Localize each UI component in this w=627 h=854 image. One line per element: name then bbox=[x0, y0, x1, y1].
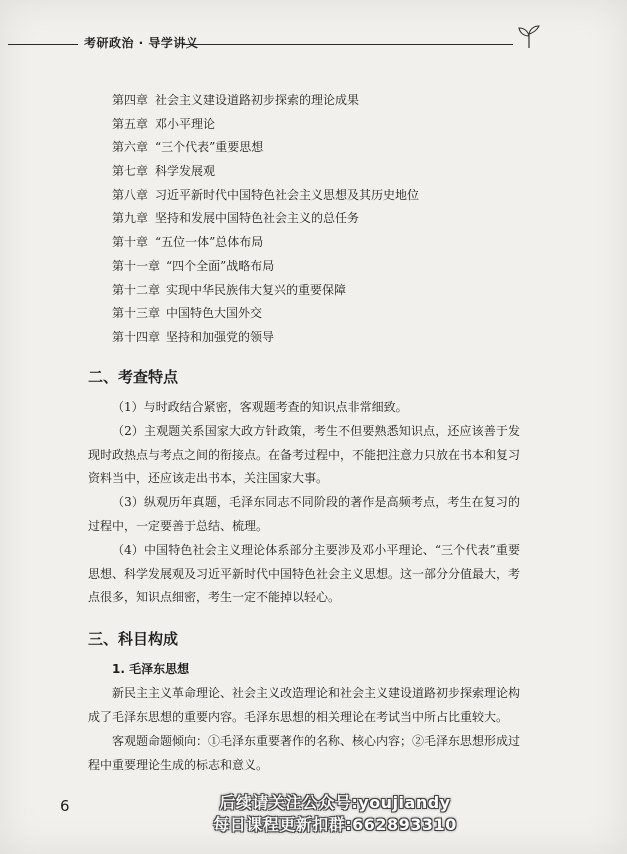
chapter-item bbox=[112, 208, 532, 232]
chapter-item bbox=[112, 137, 532, 161]
chapter-item bbox=[112, 185, 532, 209]
paragraph: 新民主主义革命理论、社会主义改造理论和社会主义建设道路初步探索理论构成了毛泽东思想的重要内容。毛泽东思想的相关理论在考试当中所占比重较大。 bbox=[88, 686, 521, 724]
chapter-number: 第八章 bbox=[112, 187, 149, 202]
chapter-number: 第十四章 bbox=[112, 329, 161, 344]
chapter-title: 社会主义建设道路初步探索的理论成果 bbox=[155, 93, 360, 107]
chapter-number: 第五章 bbox=[112, 116, 149, 131]
watermark-line: 每日课程更新扣群:662893310 bbox=[213, 815, 457, 834]
chapter-item bbox=[112, 303, 532, 327]
chapter-list bbox=[112, 90, 532, 351]
chapter-item bbox=[112, 114, 532, 138]
watermark-line: 后续请关注公众号:youjiandy bbox=[219, 793, 451, 812]
chapter-title: 坚持和加强党的领导 bbox=[166, 329, 275, 344]
chapter-item bbox=[112, 327, 532, 351]
chapter-number: 第十章 bbox=[112, 235, 149, 250]
chapter-item bbox=[112, 280, 532, 304]
running-header bbox=[0, 30, 627, 60]
chapter-title: 习近平新时代中国特色社会主义思想及其历史地位 bbox=[155, 187, 420, 202]
chapter-number: 第六章 bbox=[112, 140, 149, 155]
chapter-title: “五位一体”总体布局 bbox=[155, 235, 264, 250]
page-number: 6 bbox=[60, 797, 70, 815]
chapter-title: 科学发展观 bbox=[155, 164, 216, 179]
chapter-title: 中国特色大国外交 bbox=[166, 306, 263, 321]
chapter-number: 第十一章 bbox=[112, 258, 161, 273]
paragraph: （4）中国特色社会主义理论体系部分主要涉及邓小平理论、“三个代表”重要思想、科学发展观及习近平新时代中国特色社会主义思想。这一部分分值最大，考点很多，知识点细密，考生一定不能掉以轻心。 bbox=[88, 543, 521, 604]
chapter-item bbox=[112, 256, 532, 280]
subsection-heading: 1. 毛泽东思想 bbox=[112, 662, 190, 676]
chapter-number: 第七章 bbox=[112, 164, 149, 179]
chapter-title: 邓小平理论 bbox=[155, 116, 216, 131]
paragraph: （1）与时政结合紧密，客观题考查的知识点非常细致。 bbox=[112, 400, 408, 414]
paragraph: 客观题命题倾向：①毛泽东重要著作的名称、核心内容；②毛泽东思想形成过程中重要理论生成的标志和意义。 bbox=[88, 734, 521, 772]
chapter-title: “四个全面”战略布局 bbox=[166, 258, 275, 273]
chapter-title: 实现中华民族伟大复兴的重要保障 bbox=[166, 282, 347, 297]
chapter-item bbox=[112, 161, 532, 185]
chapter-number: 第十三章 bbox=[112, 306, 161, 321]
paragraph: （2）主观题关系国家大政方针政策，考生不但要熟悉知识点，还应该善于发现时政热点与考点之间的衔接点。在备考过程中，不能把注意力只放在书本和复习资料当中，还应该走出书本，关注国家大事。 bbox=[88, 424, 521, 485]
chapter-number: 第十二章 bbox=[112, 282, 161, 297]
section-heading: 二、考查特点 bbox=[88, 368, 179, 386]
paragraph: （3）纵观历年真题，毛泽东同志不同阶段的著作是高频考点，考生在复习的过程中，一定要善于总结、梳理。 bbox=[88, 495, 520, 533]
chapter-number: 第四章 bbox=[112, 93, 149, 107]
chapter-title: 坚持和发展中国特色社会主义的总任务 bbox=[155, 211, 360, 226]
header-rule-right bbox=[183, 44, 513, 45]
section-heading: 三、科目构成 bbox=[88, 630, 179, 648]
chapter-item bbox=[112, 90, 532, 114]
chapter-item bbox=[112, 232, 532, 256]
chapter-title: “三个代表”重要思想 bbox=[155, 140, 264, 155]
header-rule-left bbox=[8, 44, 78, 45]
header-title: 考研政治 · 导学讲义 bbox=[84, 36, 199, 50]
chapter-number: 第九章 bbox=[112, 211, 149, 226]
sprout-icon bbox=[514, 24, 544, 50]
